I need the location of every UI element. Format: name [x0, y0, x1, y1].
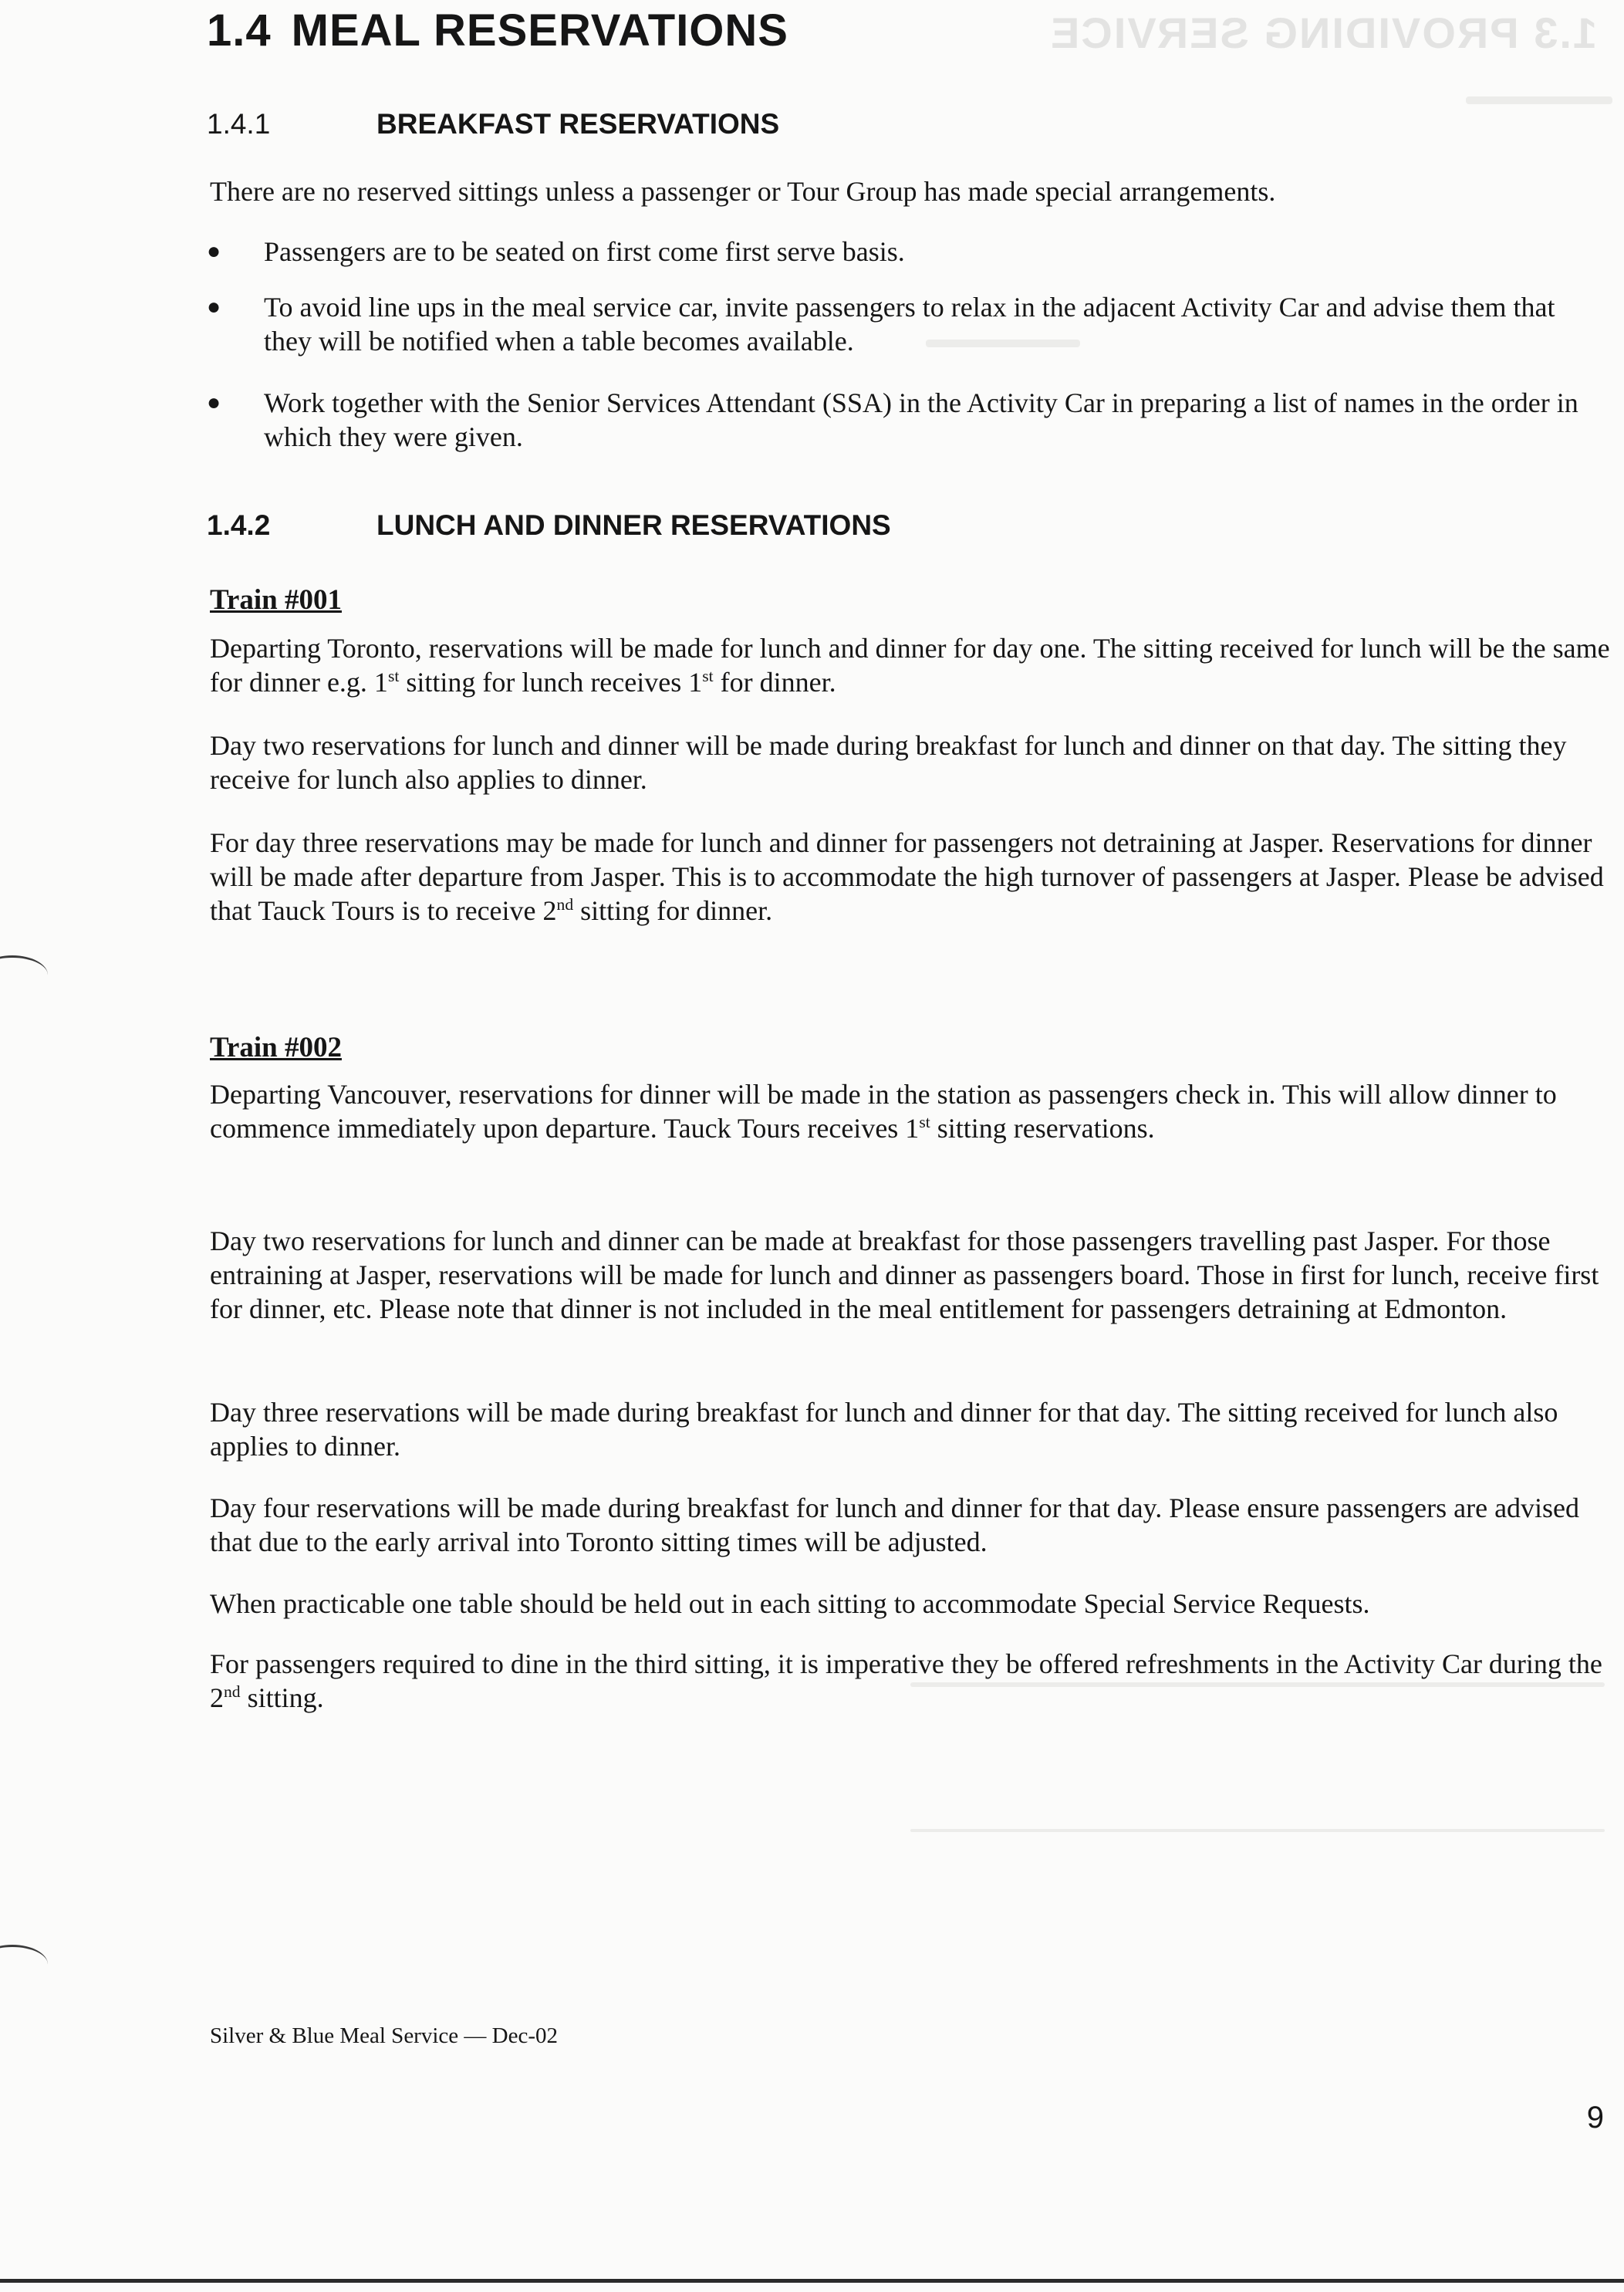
- subsection-number: 1.4.1: [207, 108, 271, 140]
- subsection-title: BREAKFAST RESERVATIONS: [376, 108, 780, 140]
- subsection-number: 1.4.2: [207, 509, 271, 541]
- hole-punch-mark: [0, 955, 48, 995]
- train-001-paragraph-2: Day two reservations for lunch and dinner will be made during breakfast for lunch and dinner on that day. The sitting they receive for lunch also applies to dinner.: [210, 730, 1567, 795]
- bullet-item: [207, 290, 1595, 358]
- train-002-heading: Train #002: [210, 1032, 342, 1063]
- bleed-through-line: [910, 1829, 1605, 1832]
- bullet-text: Passengers are to be seated on first come first serve basis.: [264, 236, 905, 267]
- bullet-item: [207, 235, 1595, 269]
- page-edge-line: [0, 2279, 1624, 2283]
- hole-punch-mark: [0, 1945, 48, 1984]
- subsection-heading-breakfast: [207, 108, 779, 140]
- train-001-paragraph-3: For day three reservations may be made for lunch and dinner for passengers not detraining at Jasper. Reservations for dinner will be made after departure from Jasper. This is to accommodate the high turnover of passengers at Jasper. Please be advised that Tauck Tours is to receive 2nd sitting for dinner.: [210, 827, 1604, 926]
- train-002-paragraph-2: Day two reservations for lunch and dinner can be made at breakfast for those passengers travelling past Jasper. For those entraining at Jasper, reservations will be made for lunch and dinner as passengers board. Those in first for lunch, receive first for dinner, etc. Please note that dinner is not included in the meal entitlement for passengers detraining at Edmonton.: [210, 1225, 1599, 1324]
- footer-text: Silver & Blue Meal Service — Dec-02: [210, 2023, 558, 2048]
- subsection-heading-lunch-dinner: [207, 509, 891, 542]
- train-002-paragraph-4: Day four reservations will be made during breakfast for lunch and dinner for that day. Please ensure passengers are advised that due to the early arrival into Toronto sitting times will be adjusted.: [210, 1493, 1580, 1557]
- train-001-paragraph-1: Departing Toronto, reservations will be made for lunch and dinner for day one. The sitting received for lunch will be the same for dinner e.g. 1st sitting for lunch receives 1st for dinner.: [210, 633, 1610, 698]
- bleed-through-text: 1.3 PROVIDING SERVICE: [1049, 8, 1598, 57]
- bullet-icon: ●: [207, 390, 221, 415]
- train-002-paragraph-6: For passengers required to dine in the third sitting, it is imperative they be offered refreshments in the Activity Car during the 2nd sitting.: [210, 1648, 1602, 1713]
- train-002-paragraph-5: When practicable one table should be held out in each sitting to accommodate Special Service Requests.: [210, 1588, 1370, 1619]
- bleed-through-line: [1466, 96, 1612, 104]
- bullet-text: Work together with the Senior Services Attendant (SSA) in the Activity Car in preparing a list of names in the order in which they were given.: [264, 387, 1578, 452]
- bullet-item: [207, 386, 1595, 454]
- bullet-icon: ●: [207, 238, 221, 264]
- bullet-icon: ●: [207, 294, 221, 319]
- subsection-title: LUNCH AND DINNER RESERVATIONS: [376, 509, 891, 541]
- section-number: 1.4: [207, 5, 272, 56]
- train-001-heading: Train #001: [210, 584, 342, 616]
- train-002-paragraph-1: Departing Vancouver, reservations for dinner will be made in the station as passengers check in. This will allow dinner to commence immediately upon departure. Tauck Tours receives 1st sitting reservations.: [210, 1079, 1557, 1144]
- bullet-text: To avoid line ups in the meal service car, invite passengers to relax in the adjacent Activity Car and advise them that they will be notified when a table becomes available.: [264, 292, 1555, 357]
- train-002-paragraph-3: Day three reservations will be made during breakfast for lunch and dinner for that day. The sitting received for lunch also applies to dinner.: [210, 1397, 1558, 1462]
- section-title: MEAL RESERVATIONS: [291, 5, 788, 56]
- section-heading: [207, 5, 788, 56]
- breakfast-intro: There are no reserved sittings unless a passenger or Tour Group has made special arrangements.: [210, 176, 1276, 207]
- page-number: 9: [1586, 2101, 1604, 2135]
